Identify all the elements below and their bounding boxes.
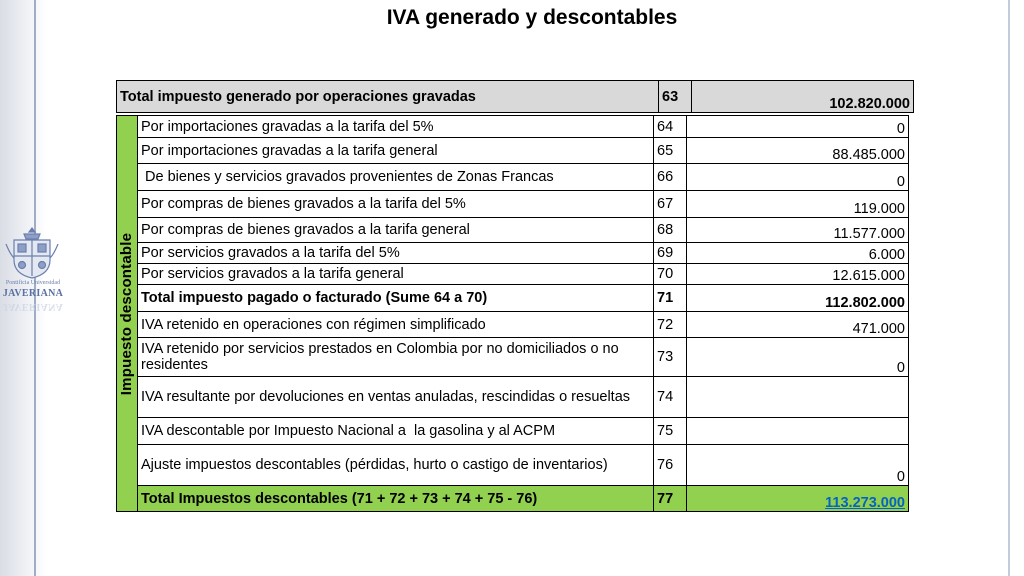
- row-code: 63: [659, 81, 692, 113]
- table-row: [117, 264, 909, 285]
- row-label: De bienes y servicios gravados provenientes de Zonas Francas: [138, 164, 654, 191]
- logo-text-reflection: JAVERIANA: [2, 301, 64, 312]
- university-logo: [2, 226, 62, 318]
- row-value: 0: [687, 338, 909, 377]
- section-label-cell: [117, 116, 138, 512]
- row-value: [687, 418, 909, 445]
- row-code: 73: [654, 338, 687, 377]
- row-value-link[interactable]: [687, 486, 909, 512]
- row-value: 11.577.000: [687, 218, 909, 243]
- row-label: Por servicios gravados a la tarifa del 5%: [138, 243, 654, 264]
- row-value: 112.802.000: [687, 285, 909, 312]
- row-code: 70: [654, 264, 687, 285]
- table-row: [117, 418, 909, 445]
- table-row: [117, 81, 914, 113]
- table-row: [117, 338, 909, 377]
- page-title: IVA generado y descontables: [386, 6, 678, 29]
- row-label: IVA retenido en operaciones con régimen simplificado: [138, 312, 654, 338]
- row-code: 67: [654, 191, 687, 218]
- row-code: 69: [654, 243, 687, 264]
- row-label: IVA retenido por servicios prestados en Colombia por no domiciliados o no residentes: [138, 338, 654, 377]
- total-value-link[interactable]: 113.273.000: [825, 495, 905, 511]
- row-value: 12.615.000: [687, 264, 909, 285]
- table-row-subtotal: [117, 285, 909, 312]
- row-value: 471.000: [687, 312, 909, 338]
- row-label: Por servicios gravados a la tarifa general: [138, 264, 654, 285]
- row-code: 72: [654, 312, 687, 338]
- table-row: [117, 116, 909, 138]
- row-value: [687, 377, 909, 418]
- row-code: 71: [654, 285, 687, 312]
- row-code: 66: [654, 164, 687, 191]
- row-label: Por compras de bienes gravados a la tarifa general: [138, 218, 654, 243]
- row-label: Total Impuestos descontables (71 + 72 + 73 + 74 + 75 - 76): [138, 486, 654, 512]
- row-label: Por compras de bienes gravados a la tarifa del 5%: [138, 191, 654, 218]
- row-value: 119.000: [687, 191, 909, 218]
- row-code: 64: [654, 116, 687, 138]
- row-label: Total impuesto pagado o facturado (Sume 64 a 70): [138, 285, 654, 312]
- table-row-total: [117, 486, 909, 512]
- row-value: 6.000: [687, 243, 909, 264]
- row-value: 0: [687, 164, 909, 191]
- logo-text-small: Pontificia Universidad: [5, 280, 61, 286]
- row-value: 0: [687, 445, 909, 486]
- table-row: [117, 191, 909, 218]
- table-row: [117, 218, 909, 243]
- row-code: 76: [654, 445, 687, 486]
- row-label: IVA descontable por Impuesto Nacional a la gasolina y al ACPM: [138, 418, 654, 445]
- row-code: 68: [654, 218, 687, 243]
- coat-of-arms-icon: [2, 226, 62, 280]
- row-code: 77: [654, 486, 687, 512]
- row-label: Por importaciones gravadas a la tarifa del 5%: [138, 116, 654, 138]
- row-value: 0: [687, 116, 909, 138]
- table-row: [117, 377, 909, 418]
- right-decor-line: [1008, 0, 1010, 576]
- table-row: [117, 138, 909, 164]
- table-row: [117, 312, 909, 338]
- row-value: 88.485.000: [687, 138, 909, 164]
- row-code: 75: [654, 418, 687, 445]
- row-code: 74: [654, 377, 687, 418]
- summary-table: [116, 80, 914, 113]
- row-code: 65: [654, 138, 687, 164]
- logo-text-name: JAVERIANA: [2, 288, 64, 299]
- row-label: IVA resultante por devoluciones en ventas anuladas, rescindidas o resueltas: [138, 377, 654, 418]
- row-label: Por importaciones gravadas a la tarifa general: [138, 138, 654, 164]
- section-label: Impuesto descontable: [118, 232, 135, 395]
- row-label: Total impuesto generado por operaciones gravadas: [117, 81, 659, 113]
- table-row: [117, 164, 909, 191]
- deductible-table: [116, 115, 909, 512]
- table-row: [117, 445, 909, 486]
- table-row: [117, 243, 909, 264]
- row-value: 102.820.000: [692, 81, 914, 113]
- row-label: Ajuste impuestos descontables (pérdidas, hurto o castigo de inventarios): [138, 445, 654, 486]
